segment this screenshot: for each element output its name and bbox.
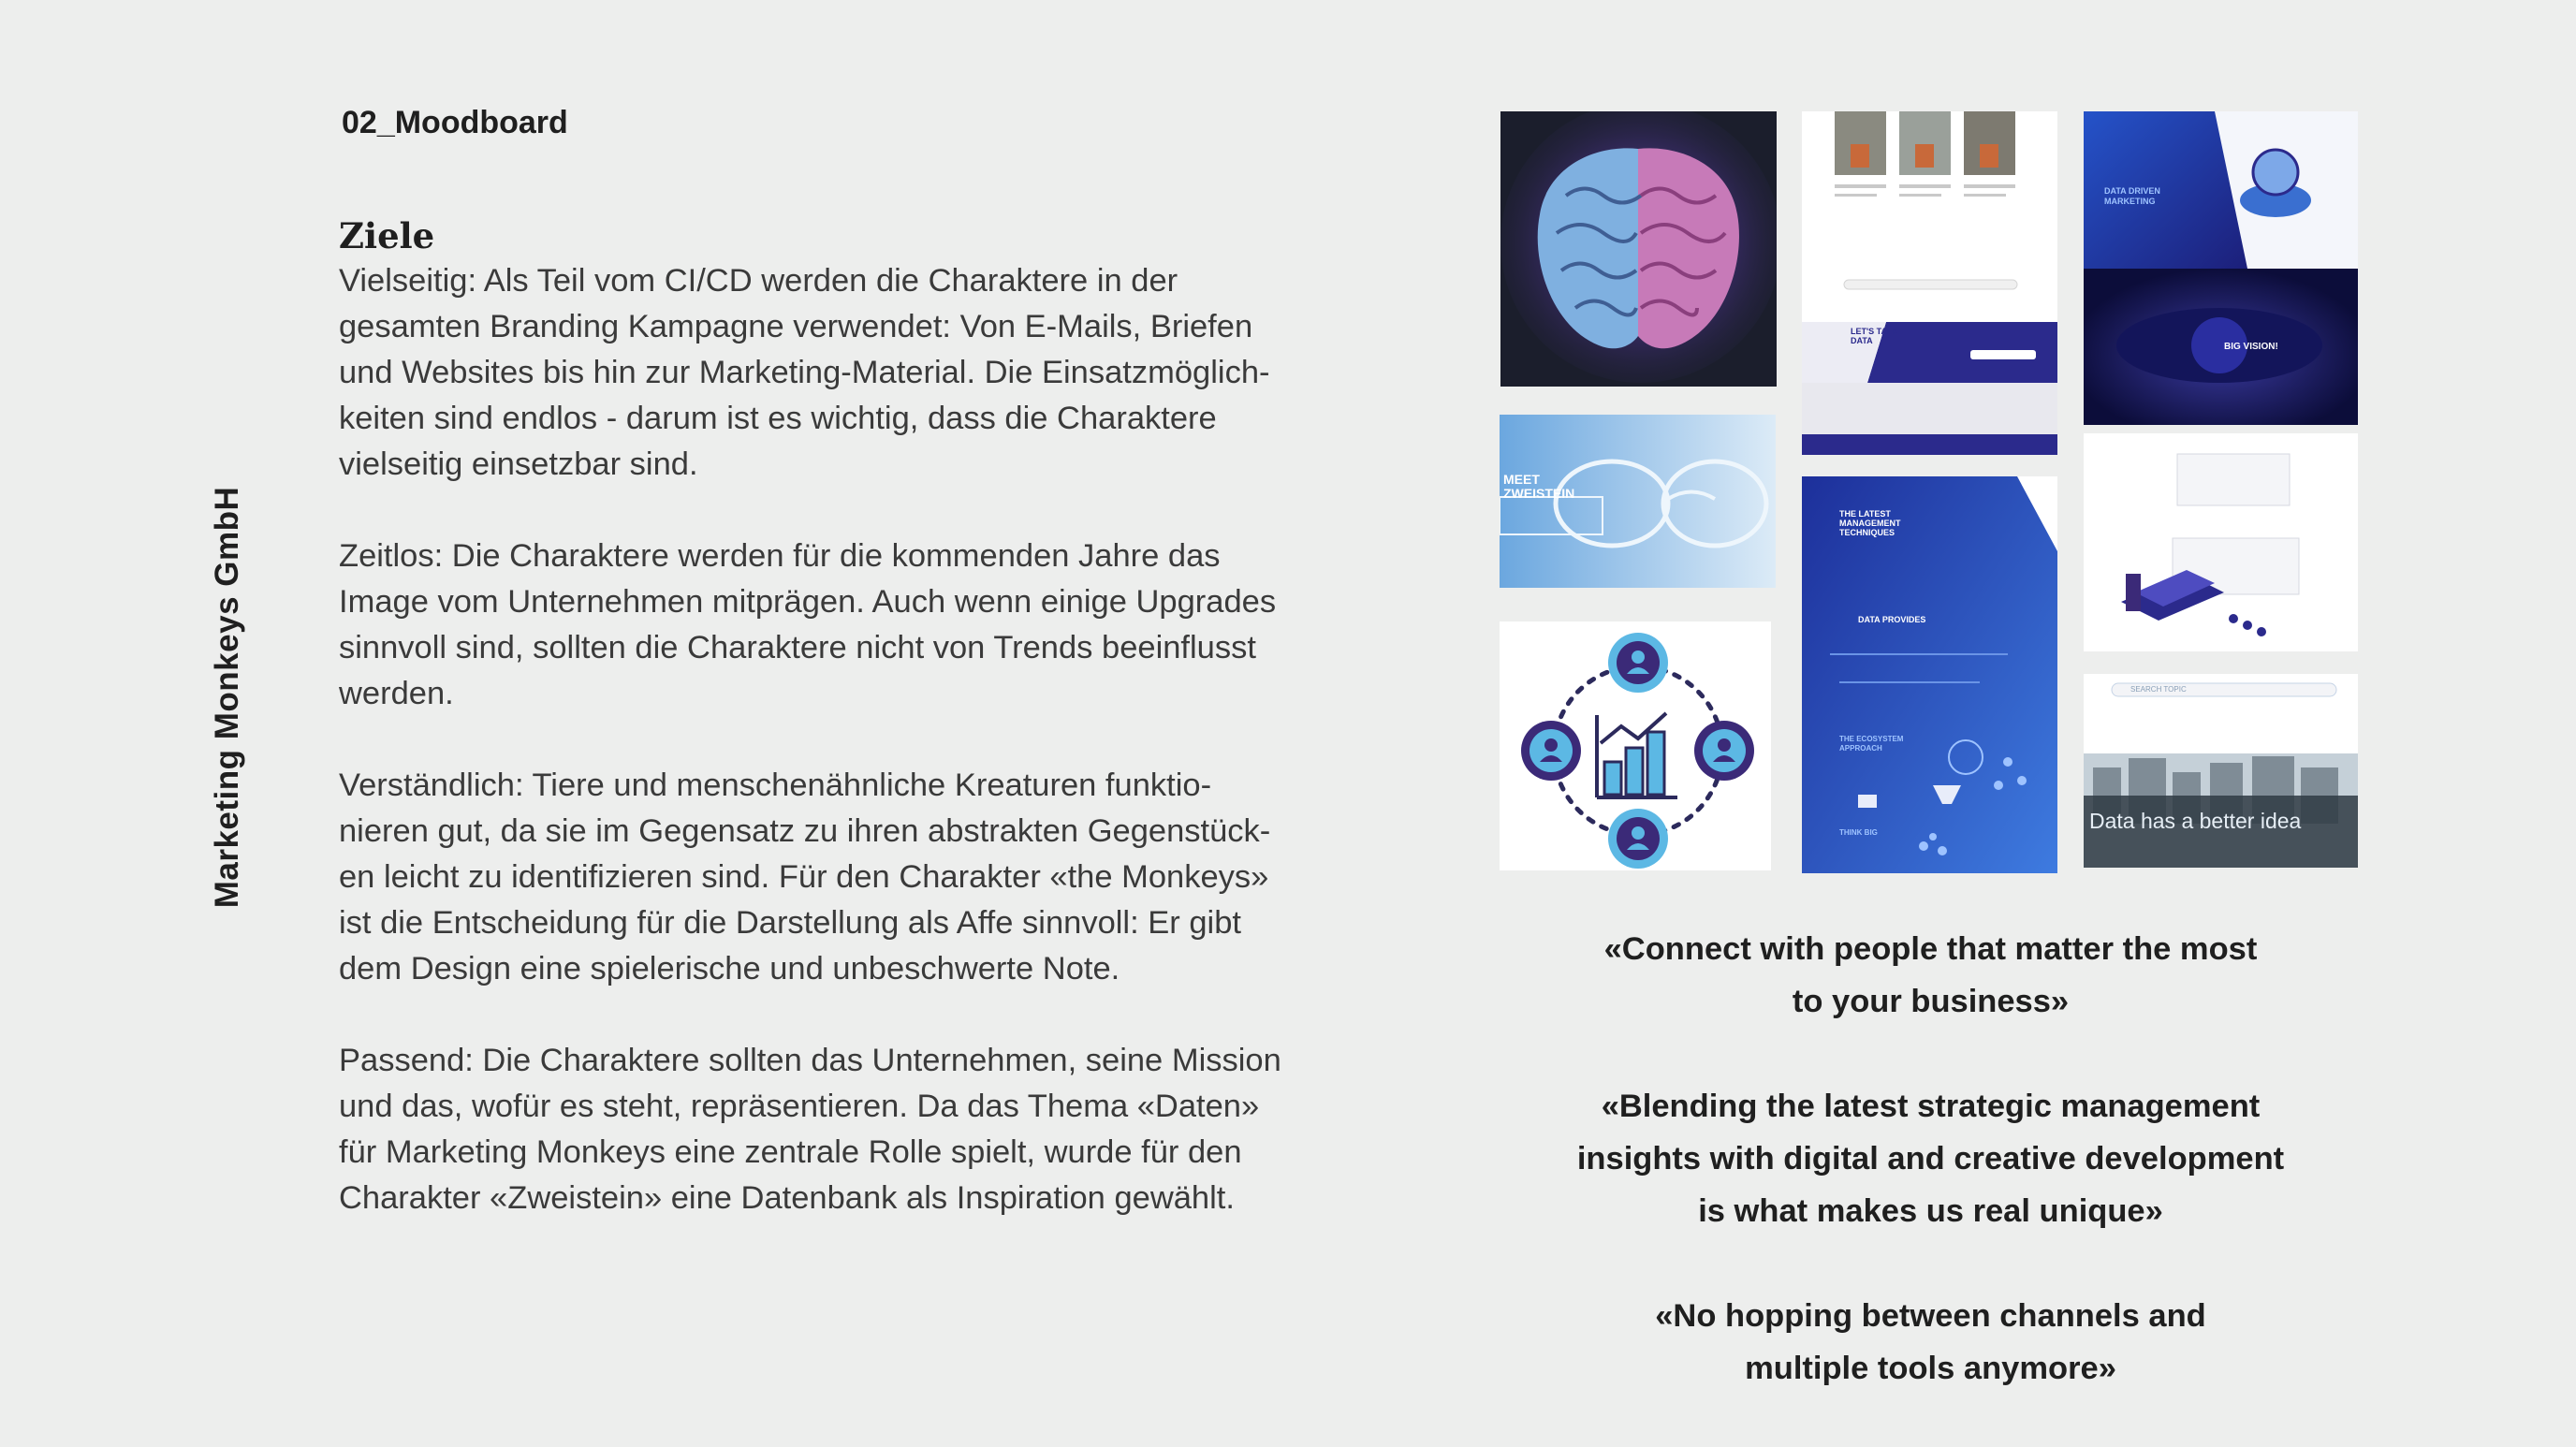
city-caption: Data has a better idea bbox=[2089, 809, 2302, 833]
isometric-devices-icon bbox=[2084, 433, 2358, 651]
data-driven-sub: MARKETING bbox=[2104, 197, 2156, 206]
brain-icon bbox=[1500, 111, 1777, 387]
goal-paragraph-timeless: Zeitlos: Die Charaktere werden für die kommenden Jahre das Image vom Unternehmen mitprägen. Auch wenn einige Upgrades sinnvoll sind, sollten die Charaktere nicht von Trends beeinflusst werden. bbox=[339, 538, 1277, 711]
goal-paragraph-understandable: Verständlich: Tiere und menschenähnliche Kreaturen funktio- nieren gut, da sie im Gegensatz zu ihren abstrakten Gegenstück- en leicht zu identifizieren sind. Für den Charakter «the Monkeys» ist die Entscheidung für die Darstellung als Affe sinnvoll: Er gibt dem Design eine spielerische und unbeschwerte Note. bbox=[339, 767, 1271, 987]
people-network-chart-icon bbox=[1500, 621, 1771, 870]
ecosystem-text: THE ECOSYSTEM bbox=[1839, 735, 1904, 743]
city-skyline-icon bbox=[2084, 674, 2358, 868]
data-driven-hero-icon bbox=[2084, 111, 2358, 425]
moodboard-tile-glasses bbox=[1500, 415, 1776, 588]
approach-text: APPROACH bbox=[1839, 744, 1882, 753]
data-provides-text: DATA PROVIDES bbox=[1858, 615, 1926, 624]
zweistein-text: ZWEISTEIN bbox=[1503, 486, 1575, 501]
moodboard-tile-brain bbox=[1500, 111, 1777, 387]
data-driven-headline: DATA DRIVEN bbox=[2104, 186, 2160, 196]
moodboard-tile-shop-site bbox=[1802, 111, 2057, 455]
management-text: MANAGEMENT bbox=[1839, 519, 1901, 528]
meet-text: MEET bbox=[1503, 472, 1540, 487]
moodboard-tile-data-driven bbox=[2084, 111, 2358, 425]
lets-talk-text: LET'S TALK bbox=[1851, 327, 1898, 336]
goal-paragraph-versatile: Vielseitig: Als Teil vom CI/CD werden die Charaktere in der gesamten Branding Kampagne verwendet: Von E-Mails, Briefen und Websites bis hin zur Marketing-Material. Die Einsatzmöglich- keiten sind endlos - darum ist es wichtig, dass die Charaktere vielseitig einsetzbar sind. bbox=[339, 263, 1270, 482]
data-text: DATA bbox=[1851, 336, 1873, 345]
big-vision-text: BIG VISION! bbox=[2224, 342, 2278, 352]
moodboard-tile-city bbox=[2084, 674, 2358, 868]
goals-section bbox=[339, 215, 1294, 1267]
moodboard-tile-management bbox=[1802, 476, 2057, 873]
latest-text: THE LATEST bbox=[1839, 509, 1891, 519]
quotes-section bbox=[1498, 923, 2364, 1447]
eyeglasses-icon bbox=[1500, 415, 1776, 588]
quote-no-hopping: «No hopping between channels and multiple tools anymore» bbox=[1655, 1298, 2206, 1386]
section-code: 02_Moodboard bbox=[342, 105, 568, 140]
search-topic-text: SEARCH TOPIC bbox=[2130, 685, 2187, 694]
website-mockup-icon bbox=[1802, 111, 2057, 455]
quote-connect: «Connect with people that matter the most to your business» bbox=[1603, 931, 2258, 1019]
brand-vertical-label: Marketing Monkeys GmbH bbox=[209, 486, 245, 909]
think-big-text: THINK BIG bbox=[1839, 828, 1878, 837]
goal-paragraph-fitting: Passend: Die Charaktere sollten das Unternehmen, seine Mission und das, wofür es steht, repräsentieren. Da das Thema «Daten» für Marketing Monkeys eine zentrale Rolle spielt, wurde für den Charakter «Zweistein» eine Datenbank als Inspiration gewählt. bbox=[339, 1043, 1281, 1216]
moodboard-grid bbox=[1498, 110, 2364, 873]
moodboard-tile-isometric bbox=[2084, 433, 2358, 651]
quote-blending: «Blending the latest strategic management insights with digital and creative development is what makes us real unique» bbox=[1576, 1089, 2285, 1229]
techniques-text: TECHNIQUES bbox=[1839, 528, 1895, 537]
goals-heading: Ziele bbox=[339, 215, 435, 256]
moodboard-tile-network bbox=[1500, 621, 1771, 870]
